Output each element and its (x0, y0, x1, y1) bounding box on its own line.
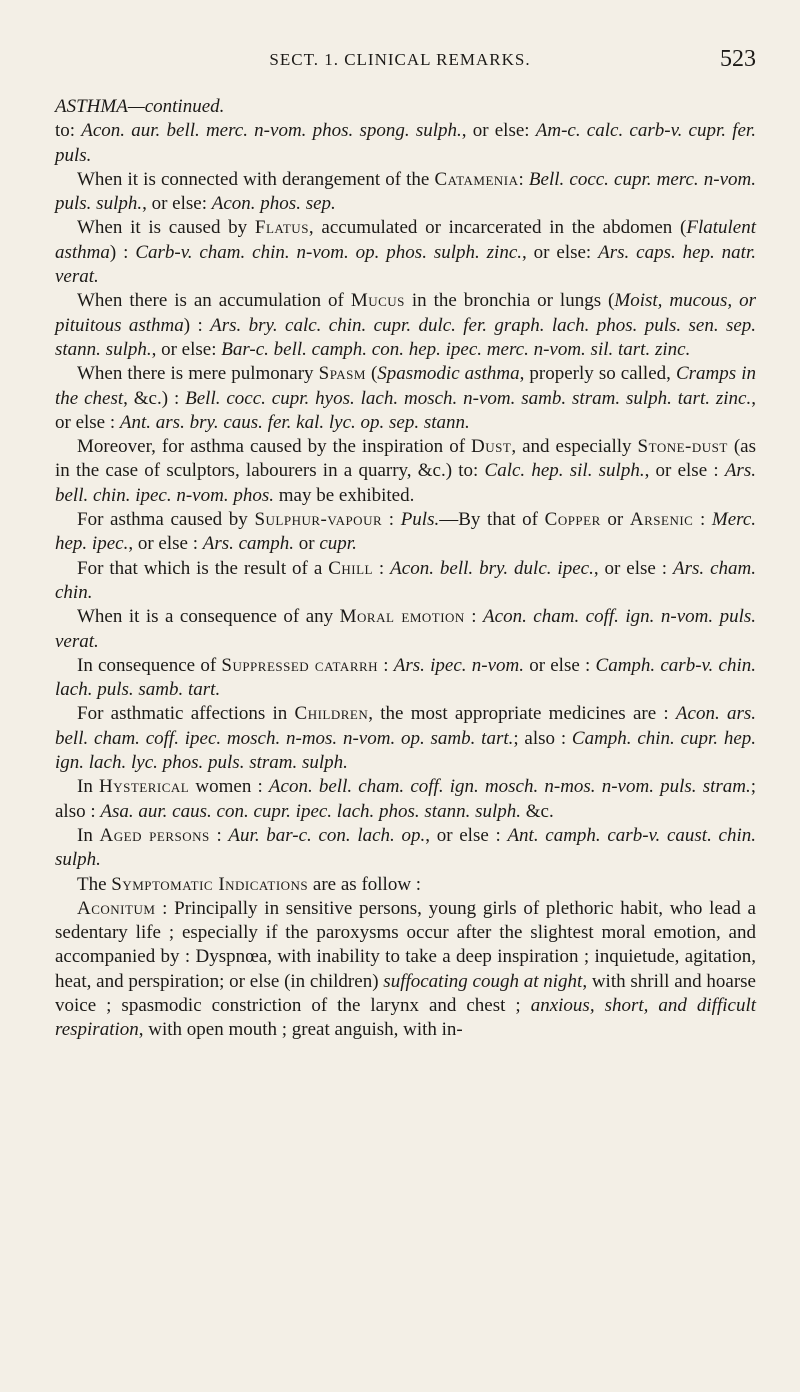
remedy-list: Bar-c. bell. camph. con. hep. ipec. merc. n-vom. sil. tart. zinc. (221, 338, 691, 360)
text-run: When it is caused by (77, 217, 255, 239)
keyword: Moral emotion (339, 606, 465, 628)
remedy-list: Acon. phos. sep. (211, 193, 336, 215)
text-run: , properly so called, (519, 363, 676, 385)
text-run: , or else: (142, 193, 212, 215)
remedy-list: Cramps in the chest (55, 363, 756, 409)
remedy-list: cupr. (319, 533, 357, 555)
paragraph (55, 362, 756, 435)
paragraph (55, 168, 756, 217)
text-run: When it is connected with derangement of the (77, 168, 435, 190)
text-run: When there is an accumulation of (77, 290, 351, 312)
text-run: : (378, 654, 394, 676)
paragraph (55, 654, 756, 703)
remedy-list: Spasmodic asthma (377, 363, 520, 385)
text-run: ( (365, 363, 378, 385)
text-run: For that which is the result of a (77, 557, 329, 579)
text-run: , or else: (461, 120, 536, 142)
paragraph (55, 873, 756, 897)
remedy-list: Bell. cocc. cupr. hyos. lach. mosch. n-vom. samb. stram. sulph. tart. zinc. (185, 387, 752, 409)
keyword: Arsenic (629, 509, 694, 531)
text-run: ; also : (55, 776, 757, 822)
text-run: : (382, 509, 401, 531)
remedy-list: Moist, mucous, or pituitous asthma (55, 290, 756, 336)
remedy-list: Ars. caps. hep. natr. verat. (55, 241, 756, 288)
paragraph (55, 824, 756, 873)
text-run: , or else: (151, 338, 222, 360)
paragraph (55, 216, 756, 289)
remedy-list: suffocating cough at night (383, 970, 583, 992)
text-run: —By that of (439, 509, 545, 531)
remedy-list: Puls. (400, 509, 440, 531)
remedy-list: Ant. camph. carb-v. caust. chin. sulph. (55, 824, 756, 871)
paragraph (55, 557, 756, 606)
paragraph (55, 897, 756, 1043)
remedy-list: Bell. cocc. cupr. merc. n-vom. puls. sulph. (55, 168, 757, 215)
text-run: ) : (109, 241, 136, 263)
keyword: Children (294, 703, 369, 725)
text-run: , or else : (55, 387, 756, 433)
remedy-list: Aur. bar-c. con. lach. op. (228, 824, 426, 846)
text-run: For asthma caused by (77, 509, 255, 531)
text-run: , or else : (593, 557, 673, 579)
paragraph (55, 775, 756, 824)
paragraph (55, 508, 756, 557)
remedy-list: Acon. aur. bell. merc. n-vom. phos. spong. sulph. (81, 120, 462, 142)
text-run: , or else: (522, 241, 599, 263)
remedy-list: Calc. hep. sil. sulph. (484, 460, 645, 482)
text-run: &c. (521, 800, 554, 822)
keyword: Suppressed catarrh (221, 654, 379, 676)
running-title: SECT. 1. CLINICAL REMARKS. (269, 50, 531, 69)
remedy-list: Acon. cham. coff. ign. n-vom. puls. verat. (55, 606, 756, 652)
remedy-list: Acon. bell. cham. coff. ign. mosch. n-mos. n-vom. puls. stram. (268, 776, 751, 798)
keyword: Aconitum (77, 897, 156, 919)
text-run: or (294, 533, 320, 555)
section-heading: ASTHMA—continued. (55, 96, 225, 117)
remedy-list: Ant. ars. bry. caus. fer. kal. lyc. op. sep. stann. (119, 411, 470, 433)
keyword: Copper (544, 509, 601, 531)
text-run: or else : (523, 654, 596, 676)
remedy-list: Acon. ars. bell. cham. coff. ipec. mosch. n-mos. n-vom. op. samb. tart. (55, 703, 756, 749)
keyword: Chill (328, 557, 373, 579)
paragraph (55, 435, 756, 508)
text-run: to: (55, 120, 82, 142)
paragraph (55, 702, 756, 775)
remedy-list: Ars. bry. calc. chin. cupr. dulc. fer. graph. lach. phos. puls. sen. sep. stann. sulph. (55, 314, 757, 360)
running-head (0, 46, 800, 76)
keyword: Stone-dust (637, 436, 728, 458)
keyword: Dust (471, 436, 512, 458)
text-run: In consequence of (77, 654, 222, 676)
page-number: 523 (720, 46, 756, 72)
keyword: Aged persons (99, 824, 210, 846)
text-run: Moreover, for asthma caused by the inspiration of (77, 436, 472, 458)
text-run: ; also : (513, 727, 572, 749)
remedy-list: Camph. chin. cupr. hep. ign. lach. lyc. phos. puls. stram. sulph. (55, 727, 756, 774)
keyword: Symptomatic Indications (111, 873, 309, 895)
keyword: Spasm (318, 363, 366, 385)
keyword: Hysterical (99, 776, 190, 798)
remedy-list: Camph. carb-v. chin. lach. puls. samb. tart. (55, 654, 756, 701)
paragraph (55, 605, 756, 654)
text-run: , with open mouth ; great anguish, with in- (138, 1019, 463, 1041)
text-run: or (600, 509, 630, 531)
text-run: , or else : (644, 460, 725, 482)
paragraph (55, 289, 756, 362)
text-run: , or else : (128, 533, 203, 555)
text-run: women : (189, 776, 269, 798)
remedy-list: Am-c. calc. carb-v. cupr. fer. puls. (55, 120, 756, 166)
text-run: In (77, 824, 100, 846)
text-run: in the bronchia or lungs ( (404, 290, 615, 312)
text-run: : (693, 509, 712, 531)
text-run: : (372, 557, 391, 579)
text-run: : (464, 606, 484, 628)
remedy-list: Merc. hep. ipec. (55, 509, 757, 555)
keyword: Catamenia (434, 168, 519, 190)
keyword: Sulphur-vapour (254, 509, 383, 531)
text-run: are as follow : (308, 873, 422, 895)
remedy-list: Asa. aur. caus. con. cupr. ipec. lach. phos. stann. sulph. (100, 800, 522, 822)
text-run: may be exhibited. (273, 484, 415, 506)
text-run: In (77, 776, 99, 798)
remedy-list: Acon. bell. bry. dulc. ipec. (390, 557, 594, 579)
text-run: : (209, 824, 229, 846)
remedy-list: Ars. ipec. n-vom. (393, 654, 524, 676)
text-run: For asthmatic affections in (77, 703, 295, 725)
text-run: ) : (183, 314, 211, 336)
remedy-list: Carb-v. cham. chin. n-vom. op. phos. sulph. zinc. (135, 241, 523, 263)
text-run: , or else : (425, 824, 508, 846)
text-run: , the most appropriate medicines are : (368, 703, 676, 725)
remedy-list: anxious, short, and difficult respiration (55, 994, 757, 1041)
remedy-list: Flatulent asthma (55, 217, 756, 263)
text-run: , &c.) : (123, 387, 186, 409)
paragraph-list (55, 119, 756, 1042)
text-run: (as in the case of sculptors, labourers in a quarry, &c.) to: (55, 436, 756, 482)
text-run: : (518, 168, 529, 190)
text-run: , with shrill and hoarse voice ; spasmodic constriction of the larynx and chest ; (55, 970, 756, 1016)
text-run: : Principally in sensitive persons, young girls of plethoric habit, who lead a sedentary life ; especially if the paroxysms occur after the slightest moral emotion, and accompanied by : Dyspnœa, with inability to take a deep inspiration ; inquietude, agitation, heat, and perspiration; or else (in children) (55, 897, 756, 992)
text-run: , accumulated or incarcerated in the abdomen ( (308, 217, 687, 239)
text-run: , and especially (511, 436, 638, 458)
paragraph (55, 119, 756, 168)
text-run: The (77, 873, 112, 895)
remedy-list: Ars. camph. (202, 533, 295, 555)
remedy-list: Ars. cham. chin. (55, 557, 756, 603)
keyword: Mucus (350, 290, 405, 312)
text-run: When it is a consequence of any (77, 606, 340, 628)
keyword: Flatus (254, 217, 309, 239)
remedy-list: Ars. bell. chin. ipec. n-vom. phos. (55, 460, 756, 506)
text-run: When there is mere pulmonary (77, 363, 319, 385)
body-text (55, 95, 756, 1043)
